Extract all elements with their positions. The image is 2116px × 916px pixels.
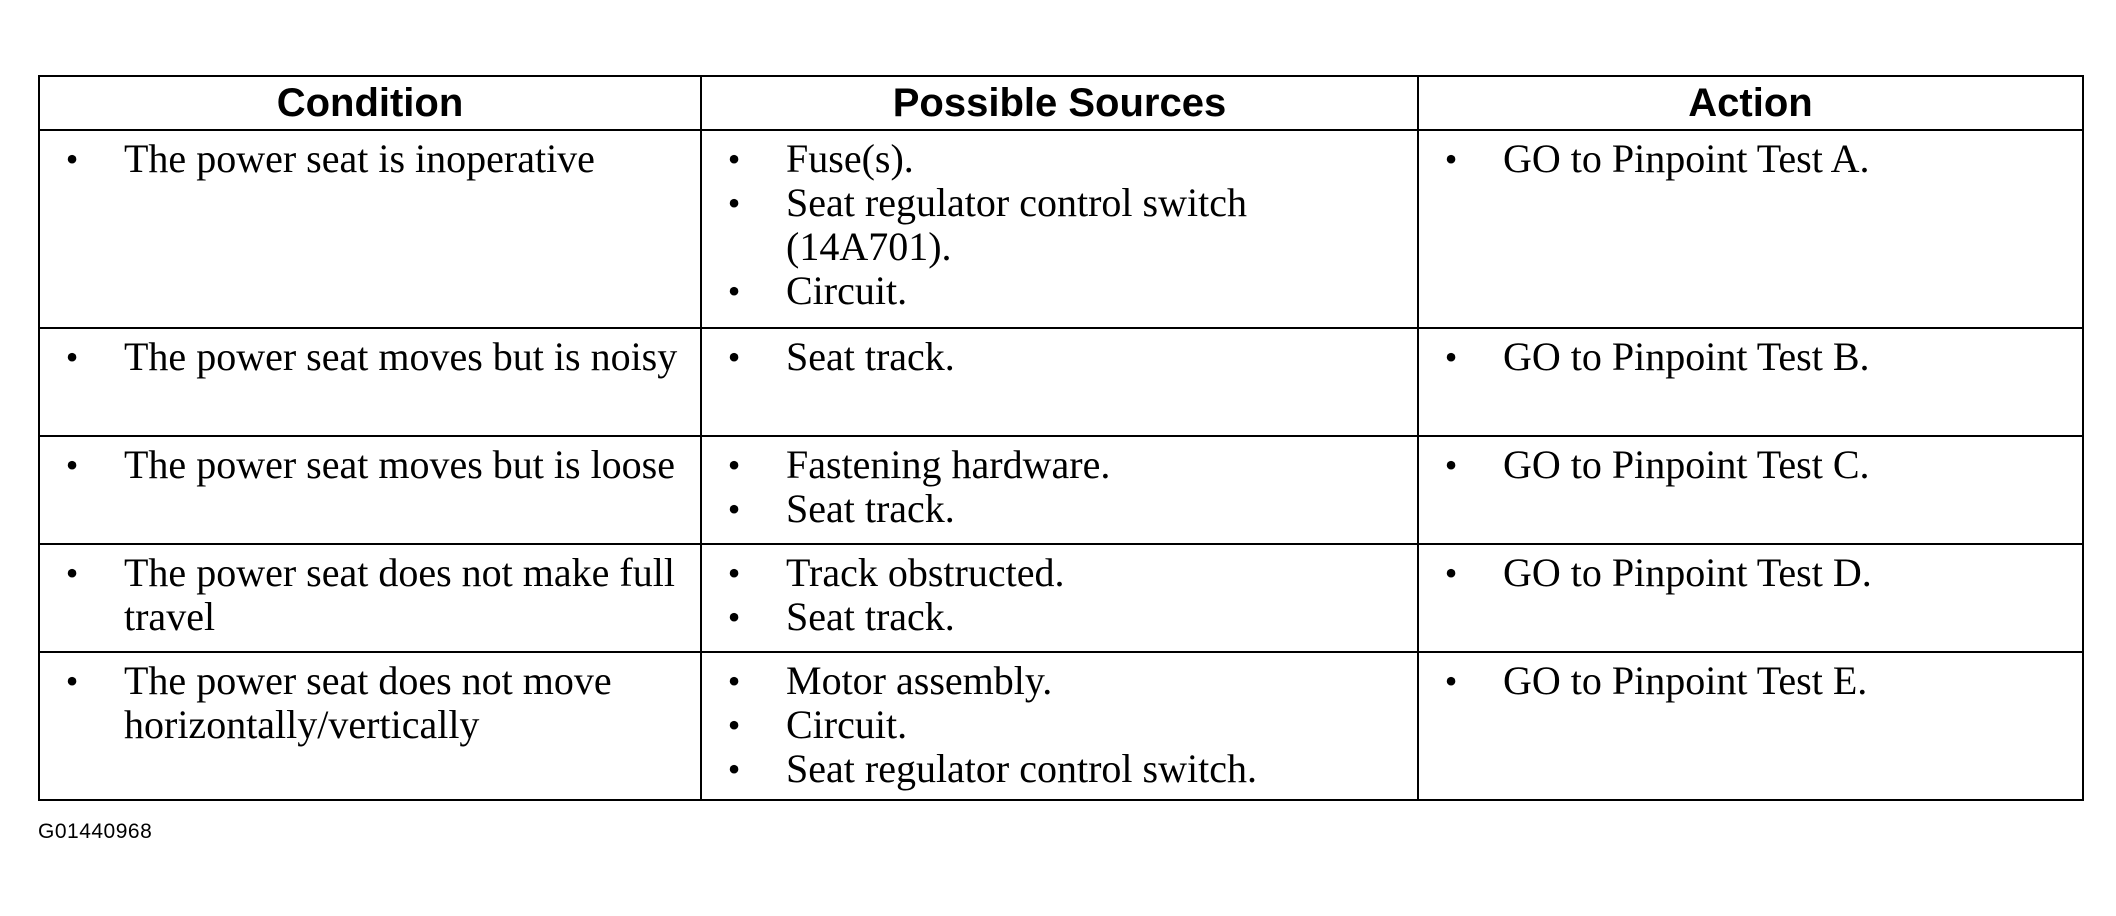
- source-text: Seat track.: [786, 594, 955, 639]
- table-row: [39, 544, 2083, 652]
- header-possible-sources: Possible Sources: [701, 76, 1418, 130]
- sources-cell: [701, 130, 1418, 328]
- table-row: [39, 130, 2083, 328]
- action-text: GO to Pinpoint Test D.: [1503, 550, 1872, 595]
- list-item: [52, 335, 690, 379]
- list-item: [714, 269, 1407, 313]
- list-item: [714, 551, 1407, 595]
- action-cell: [1418, 130, 2083, 328]
- list-item: [714, 595, 1407, 639]
- source-text: Track obstructed.: [786, 550, 1065, 595]
- bullet-icon: •: [727, 445, 741, 485]
- table-header-row: [39, 76, 2083, 130]
- condition-text: The power seat moves but is noisy: [124, 334, 678, 379]
- action-cell: [1418, 544, 2083, 652]
- source-text: Seat track.: [786, 334, 955, 379]
- source-text: Seat track.: [786, 486, 955, 531]
- list-item: [714, 659, 1407, 703]
- condition-cell: [39, 436, 701, 544]
- condition-text: The power seat does not move horizontally/vertically: [124, 658, 612, 747]
- sources-cell: [701, 436, 1418, 544]
- action-text: GO to Pinpoint Test E.: [1503, 658, 1868, 703]
- condition-text: The power seat moves but is loose: [124, 442, 675, 487]
- bullet-icon: •: [727, 489, 741, 529]
- bullet-icon: •: [1444, 553, 1458, 593]
- action-text: GO to Pinpoint Test C.: [1503, 442, 1870, 487]
- bullet-icon: •: [65, 445, 79, 485]
- source-text: Fastening hardware.: [786, 442, 1111, 487]
- bullet-icon: •: [727, 661, 741, 701]
- action-text: GO to Pinpoint Test B.: [1503, 334, 1870, 379]
- bullet-icon: •: [65, 553, 79, 593]
- action-text: GO to Pinpoint Test A.: [1503, 136, 1870, 181]
- sources-cell: [701, 544, 1418, 652]
- header-action: Action: [1418, 76, 2083, 130]
- list-item: [714, 181, 1407, 269]
- bullet-icon: •: [727, 749, 741, 789]
- bullet-icon: •: [1444, 661, 1458, 701]
- bullet-icon: •: [65, 661, 79, 701]
- diagnosis-table: [38, 75, 2084, 801]
- bullet-icon: •: [1444, 337, 1458, 377]
- condition-cell: [39, 328, 701, 436]
- condition-text: The power seat is inoperative: [124, 136, 595, 181]
- table-row: [39, 652, 2083, 800]
- source-text: Motor assembly.: [786, 658, 1053, 703]
- list-item: [1431, 551, 2072, 595]
- list-item: [714, 703, 1407, 747]
- action-cell: [1418, 328, 2083, 436]
- bullet-icon: •: [727, 597, 741, 637]
- source-text: Fuse(s).: [786, 136, 914, 181]
- bullet-icon: •: [727, 337, 741, 377]
- bullet-icon: •: [1444, 139, 1458, 179]
- condition-cell: [39, 652, 701, 800]
- condition-text: The power seat does not make full travel: [124, 550, 675, 639]
- list-item: [714, 487, 1407, 531]
- bullet-icon: •: [727, 183, 741, 223]
- list-item: [52, 659, 690, 747]
- table-row: [39, 328, 2083, 436]
- list-item: [1431, 659, 2072, 703]
- list-item: [714, 335, 1407, 379]
- list-item: [714, 443, 1407, 487]
- list-item: [1431, 443, 2072, 487]
- bullet-icon: •: [65, 139, 79, 179]
- bullet-icon: •: [1444, 445, 1458, 485]
- list-item: [714, 747, 1407, 791]
- sources-cell: [701, 328, 1418, 436]
- figure-id-label: G01440968: [38, 820, 153, 843]
- list-item: [1431, 335, 2072, 379]
- action-cell: [1418, 436, 2083, 544]
- sources-cell: [701, 652, 1418, 800]
- list-item: [1431, 137, 2072, 181]
- list-item: [52, 443, 690, 487]
- bullet-icon: •: [727, 139, 741, 179]
- condition-cell: [39, 544, 701, 652]
- bullet-icon: •: [727, 271, 741, 311]
- action-cell: [1418, 652, 2083, 800]
- bullet-icon: •: [65, 337, 79, 377]
- source-text: Seat regulator control switch (14A701).: [786, 180, 1247, 269]
- list-item: [52, 137, 690, 181]
- list-item: [52, 551, 690, 639]
- bullet-icon: •: [727, 705, 741, 745]
- condition-cell: [39, 130, 701, 328]
- bullet-icon: •: [727, 553, 741, 593]
- source-text: Circuit.: [786, 268, 908, 313]
- table-row: [39, 436, 2083, 544]
- source-text: Circuit.: [786, 702, 908, 747]
- header-condition: Condition: [39, 76, 701, 130]
- list-item: [714, 137, 1407, 181]
- source-text: Seat regulator control switch.: [786, 746, 1257, 791]
